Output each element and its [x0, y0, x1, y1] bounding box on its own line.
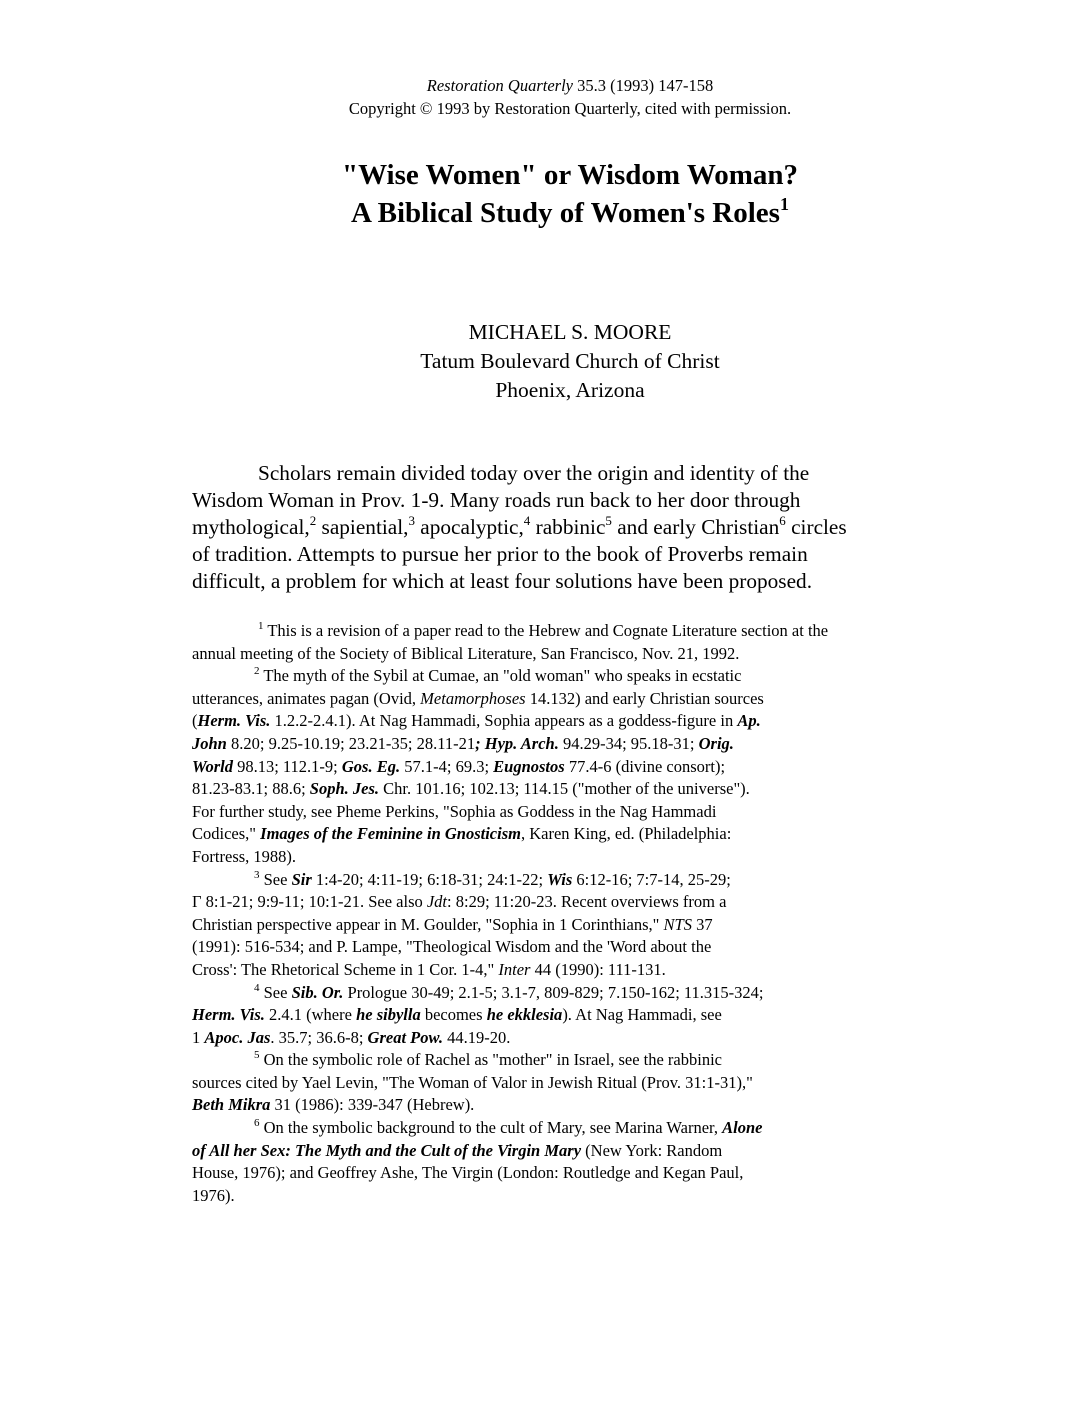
- citation-line: [190, 74, 950, 97]
- footnote-text: 6:12-16; 7:7-14, 25-29;: [572, 869, 731, 889]
- footnote-line: [192, 756, 952, 779]
- footnote-text: 31 (1986): 339-347 (Hebrew).: [270, 1095, 475, 1115]
- footnote-4: [192, 982, 952, 1050]
- footnote-line: [192, 914, 952, 937]
- footnote-text: Codices,": [192, 824, 261, 844]
- body-line: Wisdom Woman in Prov. 1-9. Many roads run back to her door through: [192, 488, 801, 512]
- body-text: circles: [785, 515, 847, 539]
- footnote-text: On the symbolic background to the cult of Mary, see Marina Warner,: [259, 1118, 723, 1138]
- footnote-line: [192, 891, 952, 914]
- footnote-number: 4: [254, 981, 260, 994]
- footnote-line: For further study, see Pheme Perkins, "Sophia as Goddess in the Nag Hammadi: [192, 801, 717, 821]
- footnote-line: [192, 959, 952, 982]
- footnote-text: 1: [192, 1027, 205, 1047]
- footnote-2: [192, 665, 952, 868]
- body-line: [192, 514, 952, 541]
- footnote-text: 1:4-20; 4:11-19; 6:18-31; 24:1-22;: [311, 869, 548, 889]
- footnote-ref: 5: [605, 513, 612, 528]
- footnote-line: annual meeting of the Society of Biblical Literature, San Francisco, Nov. 21, 1992.: [192, 643, 740, 663]
- footnote-text: 44 (1990): 111-131.: [530, 959, 666, 979]
- body-text: and early Christian: [611, 515, 780, 539]
- footnote-bold-italic: Wis: [547, 869, 573, 889]
- body-text: sapiential,: [316, 515, 409, 539]
- footnote-bold-italic: Orig.: [698, 733, 734, 753]
- footnote-line: [192, 1094, 952, 1117]
- footnote-ref: 2: [309, 513, 317, 528]
- footnote-text: Christian perspective appear in M. Goulder, "Sophia in 1 Corinthians,": [192, 914, 664, 934]
- footnote-italic: Inter: [498, 959, 531, 979]
- copyright-line: Copyright © 1993 by Restoration Quarterly, cited with permission.: [348, 99, 792, 118]
- footnote-bold-italic: Beth Mikra: [192, 1095, 271, 1115]
- footnote-line: [192, 1140, 952, 1163]
- footnote-line: [192, 823, 952, 846]
- footnote-line: [192, 665, 952, 688]
- footnote-bold-italic: Sir: [291, 869, 312, 889]
- footnote-line: (1991): 516-534; and P. Lampe, "Theological Wisdom and the 'Word about the: [192, 937, 712, 957]
- footnote-text: Prologue 30-49; 2.1-5; 3.1-7, 809-829; 7.150-162; 11.315-324;: [343, 982, 764, 1002]
- title-line-1: "Wise Women" or Wisdom Woman?: [341, 159, 798, 191]
- footnote-bold-italic: World: [192, 756, 233, 776]
- footnote-text: 1.2.2-2.4.1). At Nag Hammadi, Sophia appears as a goddess-figure in: [270, 711, 738, 731]
- footnote-text: (New York: Random: [581, 1140, 723, 1160]
- footnote-line: [192, 869, 952, 892]
- footnote-text: 2.4.1 (where: [264, 1005, 357, 1025]
- footnote-line: [192, 1027, 952, 1050]
- footnote-bold-italic: ; Hyp. Arch.: [475, 733, 559, 753]
- footnote-text: 57.1-4; 69.3;: [400, 756, 494, 776]
- footnote-text: See: [259, 982, 292, 1002]
- footnote-bold-italic: of All her Sex: The Myth and the Cult of the Virgin Mary: [192, 1140, 582, 1160]
- footnote-bold-italic: Sib. Or.: [291, 982, 344, 1002]
- author-block: [240, 318, 900, 405]
- footnote-line: [192, 620, 952, 643]
- title-line-2: [150, 194, 990, 232]
- footnote-bold-italic: Eugnostos: [493, 756, 565, 776]
- footnote-text: 14.132) and early Christian sources: [525, 688, 764, 708]
- journal-name: Restoration Quarterly: [426, 76, 573, 95]
- author-affiliation: Tatum Boulevard Church of Christ: [420, 349, 720, 373]
- footnote-bold-italic: Herm. Vis.: [197, 711, 271, 731]
- body-line: Scholars remain divided today over the origin and identity of the: [258, 461, 810, 485]
- footnote-text: , Karen King, ed. (Philadelphia:: [520, 824, 732, 844]
- footnote-number: 5: [254, 1049, 260, 1062]
- footnote-text: becomes: [420, 1005, 487, 1025]
- body-line: of tradition. Attempts to pursue her prior to the book of Proverbs remain: [192, 542, 808, 566]
- footnote-ref: 3: [408, 513, 415, 528]
- footnote-line: [192, 982, 952, 1005]
- footnote-bold-italic: Ap.: [737, 711, 761, 731]
- footnote-bold-italic: Alone: [722, 1118, 763, 1138]
- author-location: Phoenix, Arizona: [495, 378, 645, 402]
- footnote-text: Cross': The Rhetorical Scheme in 1 Cor. 1-4,": [192, 959, 499, 979]
- footnote-bold-italic: Apoc. Jas: [204, 1027, 271, 1047]
- footnote-text: 44.19-20.: [443, 1027, 511, 1047]
- title-footnote-ref: 1: [779, 194, 789, 214]
- footnotes: [192, 620, 952, 1207]
- footnote-line: [192, 733, 952, 756]
- title-line-2-text: A Biblical Study of Women's Roles: [351, 197, 780, 229]
- journal-citation: 35.3 (1993) 147-158: [572, 76, 714, 95]
- footnote-text: On the symbolic role of Rachel as "mother" in Israel, see the rabbinic: [259, 1050, 722, 1070]
- body-paragraph: [192, 460, 952, 595]
- footnote-1: [192, 620, 952, 665]
- footnote-number: 2: [254, 665, 260, 678]
- footnote-text: 37: [691, 914, 713, 934]
- footnote-text: . 35.7; 36.6-8;: [270, 1027, 368, 1047]
- footnote-number: 3: [254, 868, 260, 881]
- footnote-text: The myth of the Sybil at Cumae, an "old woman" who speaks in ecstatic: [259, 666, 742, 686]
- footnote-text: 94.29-34; 95.18-31;: [558, 733, 699, 753]
- body-line: difficult, a problem for which at least four solutions have been proposed.: [192, 569, 813, 593]
- footnote-bold-italic: Herm. Vis.: [192, 1005, 265, 1025]
- footnote-text: 77.4-6 (divine consort);: [564, 756, 726, 776]
- footnote-text: (: [192, 711, 198, 731]
- footnote-bold-italic: he sibylla: [356, 1005, 421, 1025]
- footnote-line: [192, 778, 952, 801]
- footnote-line: Fortress, 1988).: [192, 846, 297, 866]
- footnote-text: ). At Nag Hammadi, see: [562, 1005, 722, 1025]
- footnote-line: sources cited by Yael Levin, "The Woman of Valor in Jewish Ritual (Prov. 31:1-31),": [192, 1072, 753, 1092]
- footnote-number: 1: [258, 620, 264, 632]
- body-text: rabbinic: [530, 515, 606, 539]
- footnote-text: 8.20; 9.25-10.19; 23.21-35; 28.11-21: [226, 733, 476, 753]
- footnote-bold-italic: Soph. Jes.: [309, 779, 380, 799]
- footnote-line: House, 1976); and Geoffrey Ashe, The Virgin (London: Routledge and Kegan Paul,: [192, 1163, 744, 1183]
- journal-header: [190, 74, 950, 120]
- footnote-line: [192, 688, 952, 711]
- footnote-text: 81.23-83.1; 88.6;: [192, 779, 310, 799]
- footnote-line: 1976).: [192, 1185, 235, 1205]
- body-text: apocalyptic,: [414, 515, 524, 539]
- footnote-line: [192, 1049, 952, 1072]
- footnote-5: [192, 1049, 952, 1117]
- footnote-line: [192, 710, 952, 733]
- footnote-3: [192, 869, 952, 982]
- footnote-6: [192, 1117, 952, 1207]
- article-title: [150, 156, 990, 232]
- footnote-bold-italic: he ekklesia: [486, 1005, 563, 1025]
- footnote-italic: Jdt: [426, 892, 448, 912]
- footnote-number: 6: [254, 1117, 260, 1130]
- footnote-ref: 6: [779, 513, 786, 528]
- footnote-italic: Metamorphoses: [420, 688, 526, 708]
- body-text: mythological,: [192, 515, 310, 539]
- footnote-text: This is a revision of a paper read to the Hebrew and Cognate Literature section at the: [263, 621, 829, 640]
- footnote-text: : 8:29; 11:20-23. Recent overviews from a: [447, 892, 727, 912]
- footnote-line: [192, 1117, 952, 1140]
- footnote-text: 98.13; 112.1-9;: [232, 756, 342, 776]
- footnote-line: [192, 1004, 952, 1027]
- author-name: MICHAEL S. MOORE: [468, 320, 672, 344]
- footnote-text: utterances, animates pagan (Ovid,: [192, 688, 421, 708]
- footnote-ref: 4: [523, 513, 531, 528]
- footnote-text: Chr. 101.16; 102.13; 114.15 ("mother of the universe").: [379, 779, 750, 799]
- footnote-bold-italic: Gos. Eg.: [341, 756, 401, 776]
- footnote-bold-italic: Images of the Feminine in Gnosticism: [260, 824, 521, 844]
- footnote-text: Γ 8:1-21; 9:9-11; 10:1-21. See also: [192, 892, 427, 912]
- footnote-text: See: [259, 869, 292, 889]
- footnote-bold-italic: Great Pow.: [367, 1027, 444, 1047]
- footnote-italic: NTS: [663, 914, 692, 934]
- footnote-bold-italic: John: [192, 733, 227, 753]
